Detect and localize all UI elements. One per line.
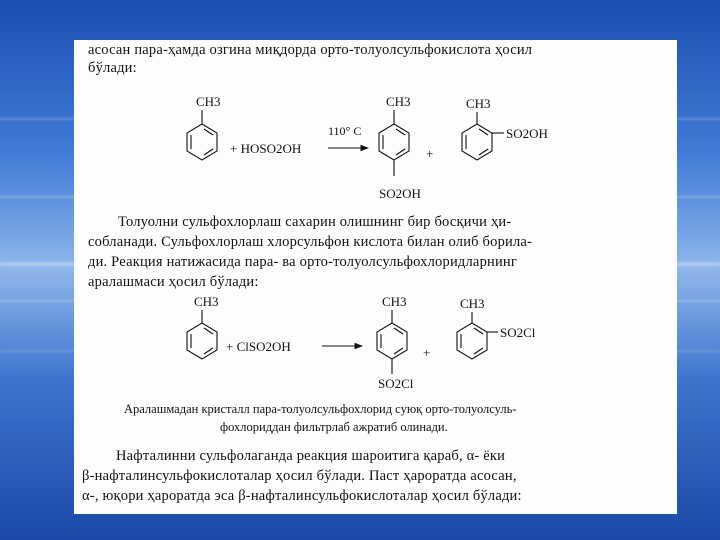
para1-line1: асосан пара-ҳамда озгина миқдорда орто-толуолсульфокислота ҳосил	[88, 42, 533, 58]
para3-line2: β-нафталинсульфокислоталар ҳосил бўлади. Паст ҳароратда асосан,	[82, 468, 517, 484]
r2-ortho-ch3: CH3	[460, 296, 485, 311]
toluene-ring-1	[187, 110, 217, 160]
r1-para-ch3: CH3	[386, 94, 411, 109]
para2-line4: аралашмаси ҳосил бўлади:	[88, 274, 259, 290]
para2-line1: Толуолни сульфохлорлаш сахарин олишнинг бир босқичи ҳи-	[118, 214, 512, 230]
r2-para-ch3: CH3	[382, 294, 407, 309]
para-product-ring-1	[379, 110, 409, 176]
r2-reagent: + ClSO2OH	[226, 339, 291, 354]
r2-reactant-ch3: CH3	[194, 294, 219, 309]
para3-line1: Нафталинни сульфолаганда реакция шароитига қараб, α- ёки	[116, 448, 506, 464]
r1-para-so2oh: SO2OH	[379, 186, 421, 201]
para2-line2: собланади. Сульфохлорлаш хлорсульфон кислота билан олиб борила-	[88, 234, 533, 250]
toluene-ring-2	[187, 310, 217, 359]
r1-reactant-ch3: CH3	[196, 94, 221, 109]
caption-line2: фохлориддан фильтрлаб ажратиб олинади.	[220, 420, 448, 434]
r2-ortho-so2cl: SO2Cl	[500, 325, 536, 340]
para-product-ring-2	[377, 310, 407, 374]
r1-condition: 110° C	[328, 124, 362, 138]
r2-para-so2cl: SO2Cl	[378, 376, 414, 391]
r1-plus: +	[426, 146, 434, 161]
caption-line1: Аралашмадан кристалл пара-толуолсульфохлорид суюқ орто-толуолсуль-	[124, 402, 517, 416]
scanned-page	[74, 40, 677, 514]
r2-plus: +	[423, 345, 431, 360]
r1-ortho-so2oh: SO2OH	[506, 126, 548, 141]
para1-line2: бўлади:	[88, 60, 137, 76]
para3-line3: α-, юқори ҳароратда эса β-нафталинсульфокислоталар ҳосил бўлади:	[82, 488, 522, 504]
r1-ortho-ch3: CH3	[466, 96, 491, 111]
para2-line3: ди. Реакция натижасида пара- ва орто-толуолсульфохлоридларнинг	[88, 254, 518, 270]
r1-reagent: + HOSO2OH	[230, 141, 302, 156]
ortho-product-ring-1	[462, 112, 504, 160]
ortho-product-ring-2	[457, 312, 498, 359]
